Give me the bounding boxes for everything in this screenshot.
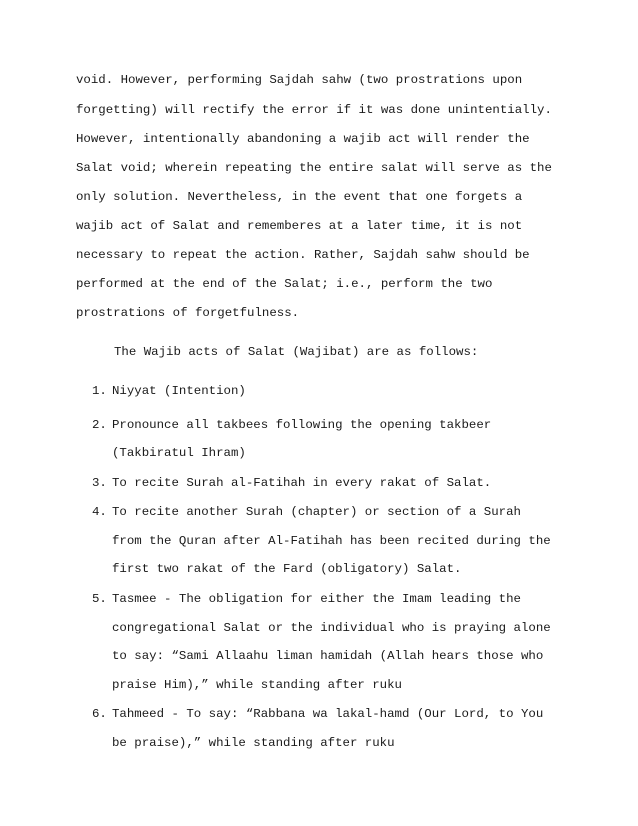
list-item-line: Tasmee - The obligation for either the Imam leading the	[112, 592, 521, 606]
paragraph-line: However, intentionally abandoning a wajib act will render the	[76, 132, 530, 146]
list-number: 3.	[92, 476, 107, 490]
list-item-line: (Takbiratul Ihram)	[112, 446, 246, 460]
paragraph-line: necessary to repeat the action. Rather, Sajdah sahw should be	[76, 248, 530, 262]
paragraph-line: Salat void; wherein repeating the entire salat will serve as the	[76, 161, 552, 175]
paragraph-line: only solution. Nevertheless, in the event that one forgets a	[76, 190, 523, 204]
paragraph-line: performed at the end of the Salat; i.e., perform the two	[76, 277, 493, 291]
list-number: 1.	[92, 384, 107, 398]
list-item-line: to say: “Sami Allaahu liman hamidah (Allah hears those who	[112, 649, 544, 663]
list-item-line: congregational Salat or the individual who is praying alone	[112, 621, 551, 635]
list-item-line: To recite another Surah (chapter) or section of a Surah	[112, 505, 521, 519]
list-number: 6.	[92, 707, 107, 721]
list-item-line: To recite Surah al-Fatihah in every rakat of Salat.	[112, 476, 492, 490]
list-item-line: first two rakat of the Fard (obligatory) Salat.	[112, 562, 462, 576]
list-item-line: Pronounce all takbees following the opening takbeer	[112, 418, 492, 432]
paragraph-line: void. However, performing Sajdah sahw (two prostrations upon	[76, 73, 523, 87]
list-item-line: Niyyat (Intention)	[112, 384, 246, 398]
list-item-line: from the Quran after Al-Fatihah has been recited during the	[112, 534, 551, 548]
list-intro: The Wajib acts of Salat (Wajibat) are as follows:	[114, 345, 479, 359]
list-item-line: Tahmeed - To say: “Rabbana wa lakal-hamd (Our Lord, to You	[112, 707, 544, 721]
list-item-line: praise Him),” while standing after ruku	[112, 678, 402, 692]
list-number: 4.	[92, 505, 107, 519]
paragraph-line: prostrations of forgetfulness.	[76, 306, 300, 320]
list-item-line: be praise),” while standing after ruku	[112, 736, 395, 750]
list-number: 5.	[92, 592, 107, 606]
paragraph-line: wajib act of Salat and rememberes at a later time, it is not	[76, 219, 523, 233]
list-number: 2.	[92, 418, 107, 432]
paragraph-line: forgetting) will rectify the error if it was done unintentially.	[76, 103, 552, 117]
